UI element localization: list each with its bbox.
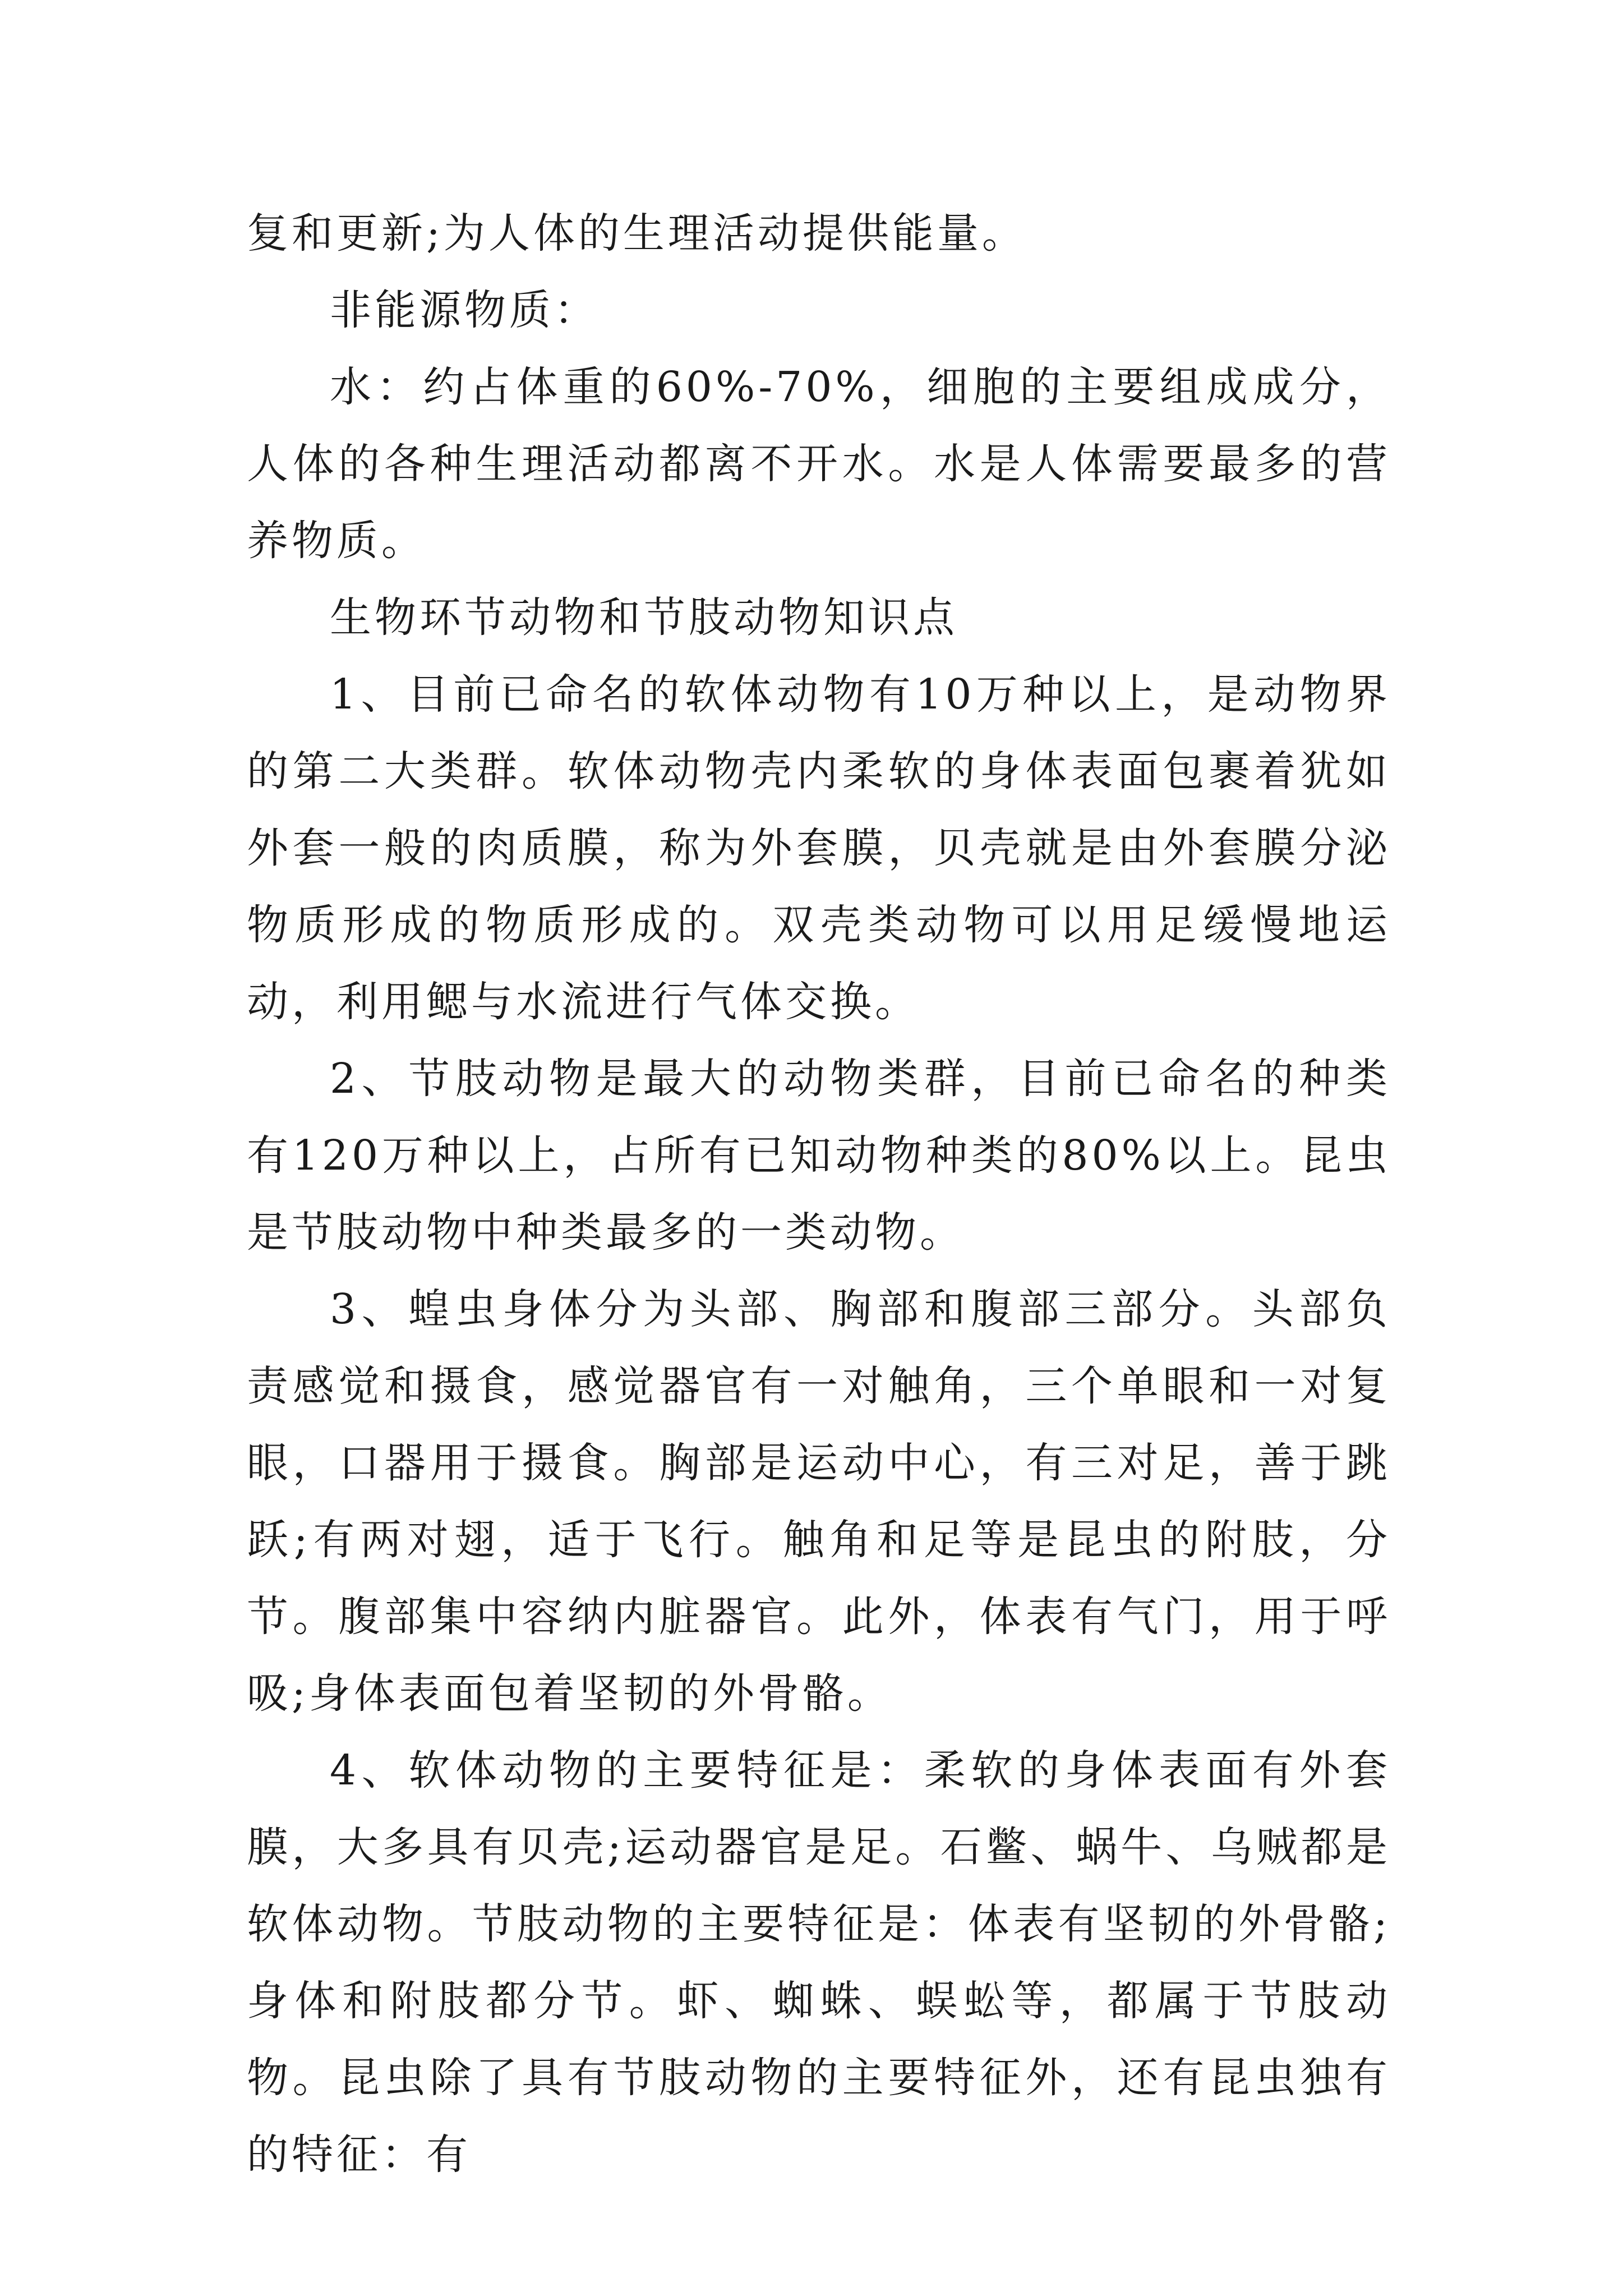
document-body <box>247 195 1391 2193</box>
paragraph-point-1: 1、目前已命名的软体动物有10万种以上，是动物界的第二大类群。软体动物壳内柔软的身体表面包裹着犹如外套一般的肉质膜，称为外套膜，贝壳就是由外套膜分泌物质形成的物质形成的。双壳类动物可以用足缓慢地运动，利用鳃与水流进行气体交换。 <box>247 670 1391 1026</box>
paragraph-water: 水：约占体重的60%-70%，细胞的主要组成成分，人体的各种生理活动都离不开水。水是人体需要最多的营养物质。 <box>247 363 1391 565</box>
paragraph-non-energy-heading: 非能源物质： <box>330 286 599 334</box>
paragraph-point-4: 4、软体动物的主要特征是：柔软的身体表面有外套膜，大多具有贝壳;运动器官是足。石鳖、蜗牛、乌贼都是软体动物。节肢动物的主要特征是：体表有坚韧的外骨骼;身体和附肢都分节。虾、蜘蛛、蜈蚣等，都属于节肢动物。昆虫除了具有节肢动物的主要特征外，还有昆虫独有的特征：有 <box>247 1746 1391 2179</box>
paragraph-continuation: 复和更新;为人体的生理活动提供能量。 <box>247 209 1027 257</box>
paragraph-point-2: 2、节肢动物是最大的动物类群，目前已命名的种类有120万种以上，占所有已知动物种类的80%以上。昆虫是节肢动物中种类最多的一类动物。 <box>247 1055 1391 1257</box>
paragraph-point-3: 3、蝗虫身体分为头部、胸部和腹部三部分。头部负责感觉和摄食，感觉器官有一对触角，三个单眼和一对复眼，口器用于摄食。胸部是运动中心，有三对足，善于跳跃;有两对翅，适于飞行。触角和足等是昆虫的附肢，分节。腹部集中容纳内脏器官。此外，体表有气门，用于呼吸;身体表面包着坚韧的外骨骼。 <box>247 1285 1391 1718</box>
paragraph-section-title: 生物环节动物和节肢动物知识点 <box>330 593 958 642</box>
